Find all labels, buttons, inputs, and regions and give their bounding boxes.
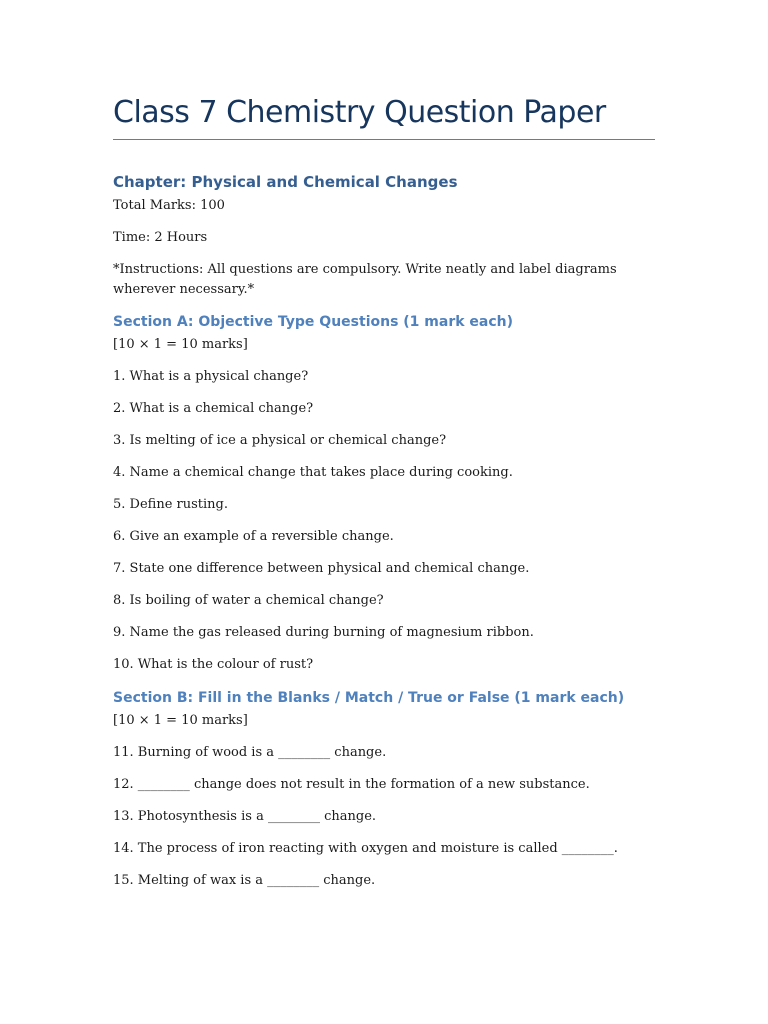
section-b-marks: [10 × 1 = 10 marks] xyxy=(113,713,248,728)
question-item: 15. Melting of wax is a ________ change. xyxy=(113,873,376,888)
section-b-heading: Section B: Fill in the Blanks / Match / True or False (1 mark each) xyxy=(113,690,625,706)
question-item: 13. Photosynthesis is a ________ change. xyxy=(113,809,377,824)
question-item: 1. What is a physical change? xyxy=(113,369,309,384)
question-item: 10. What is the colour of rust? xyxy=(113,657,314,672)
question-item: 2. What is a chemical change? xyxy=(113,401,314,416)
section-a-marks: [10 × 1 = 10 marks] xyxy=(113,337,248,352)
section-a-heading: Section A: Objective Type Questions (1 mark each) xyxy=(113,314,514,330)
document-title: Class 7 Chemistry Question Paper xyxy=(113,95,606,130)
question-item: 9. Name the gas released during burning of magnesium ribbon. xyxy=(113,625,534,640)
question-item: 8. Is boiling of water a chemical change? xyxy=(113,593,384,608)
title-underline xyxy=(113,139,655,140)
question-item: 7. State one difference between physical and chemical change. xyxy=(113,561,530,576)
question-item: 3. Is melting of ice a physical or chemical change? xyxy=(113,433,447,448)
question-item: 6. Give an example of a reversible change. xyxy=(113,529,394,544)
question-item: 12. ________ change does not result in the formation of a new substance. xyxy=(113,777,590,792)
question-item: 14. The process of iron reacting with oxygen and moisture is called ________. xyxy=(113,841,618,856)
chapter-heading: Chapter: Physical and Chemical Changes xyxy=(113,173,458,191)
question-item: 4. Name a chemical change that takes place during cooking. xyxy=(113,465,513,480)
question-item: 11. Burning of wood is a ________ change. xyxy=(113,745,387,760)
instructions: *Instructions: All questions are compulsory. Write neatly and label diagrams wherever necessary.* xyxy=(113,262,617,297)
time-allowed: Time: 2 Hours xyxy=(113,230,208,245)
total-marks: Total Marks: 100 xyxy=(113,198,225,213)
question-item: 5. Define rusting. xyxy=(113,497,228,512)
